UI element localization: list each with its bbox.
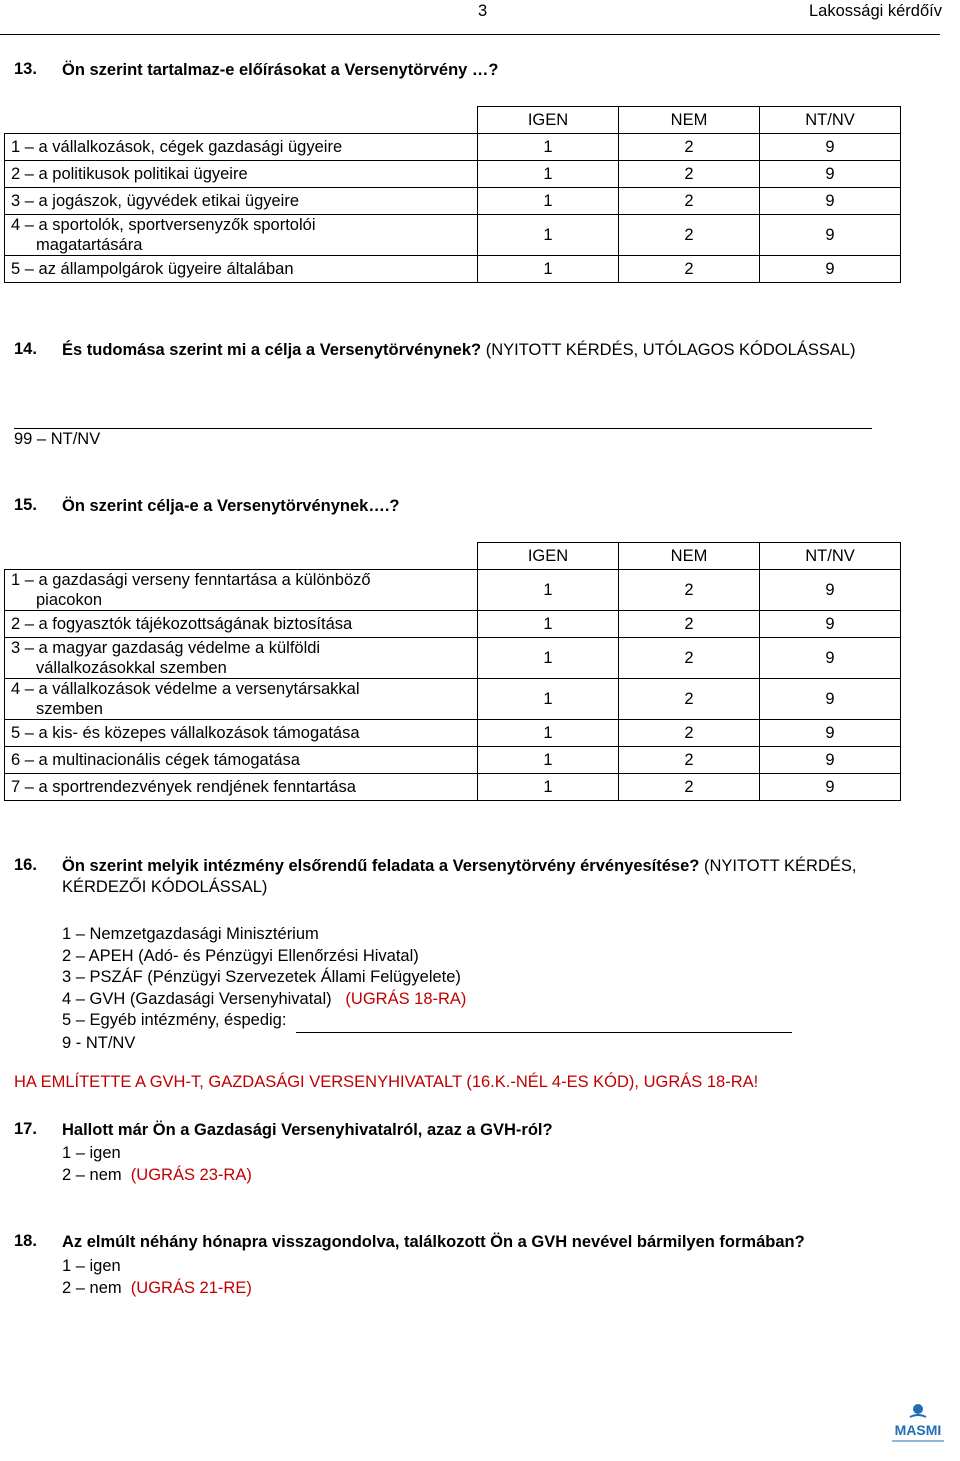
answer-code[interactable]: 1: [478, 720, 619, 747]
row-label: 3 – a jogászok, ügyvédek etikai ügyeire: [5, 188, 478, 215]
question-text: És tudomása szerint mi a célja a Versenytörvénynek? (NYITOTT KÉRDÉS, UTÓLAGOS KÓDOLÁSSAL): [62, 341, 856, 359]
q13-answer-table: [4, 106, 901, 283]
question-18: [14, 1232, 914, 1253]
option-item[interactable]: 5 – Egyéb intézmény, éspedig:: [62, 1010, 792, 1033]
row-label: 2 – a politikusok politikai ügyeire: [5, 161, 478, 188]
question-text: Ön szerint tartalmaz-e előírásokat a Versenytörvény …?: [62, 61, 499, 79]
column-header-dk: NT/NV: [760, 107, 901, 134]
option-item[interactable]: 2 – nem (UGRÁS 23-RA): [62, 1165, 252, 1184]
row-label: 2 – a fogyasztók tájékozottságának biztosítása: [5, 611, 478, 638]
answer-code[interactable]: 9: [760, 774, 901, 801]
column-header-no: NEM: [619, 543, 760, 570]
document-title: Lakossági kérdőív: [809, 2, 942, 20]
answer-code[interactable]: 2: [619, 747, 760, 774]
answer-code[interactable]: 9: [760, 570, 901, 611]
masmi-logo: [884, 1401, 952, 1449]
option-item[interactable]: 2 – nem (UGRÁS 21-RE): [62, 1278, 252, 1297]
answer-code[interactable]: 1: [478, 256, 619, 283]
skip-instruction: (UGRÁS 21-RE): [130, 1278, 252, 1297]
skip-instruction: (UGRÁS 23-RA): [130, 1165, 252, 1184]
answer-code[interactable]: 2: [619, 256, 760, 283]
table-header-row: [5, 543, 901, 570]
table-header-row: [5, 107, 901, 134]
row-label: 3 – a magyar gazdaság védelme a külföldi vállalkozásokkal szemben: [5, 638, 478, 679]
answer-code[interactable]: 2: [619, 774, 760, 801]
question-number: 14.: [14, 340, 37, 358]
answer-code[interactable]: 9: [760, 679, 901, 720]
answer-code[interactable]: 9: [760, 611, 901, 638]
answer-code[interactable]: 1: [478, 570, 619, 611]
open-answer-line[interactable]: [14, 428, 872, 429]
skip-instruction: (UGRÁS 18-RA): [345, 989, 467, 1008]
answer-code[interactable]: 2: [619, 188, 760, 215]
table-row: [5, 188, 901, 215]
question-text: Ön szerint célja-e a Versenytörvénynek….?: [62, 497, 400, 515]
row-label: 1 – a vállalkozások, cégek gazdasági ügyeire: [5, 134, 478, 161]
header-divider: [0, 34, 940, 35]
answer-code-dk: 99 – NT/NV: [14, 430, 101, 448]
question-text: Hallott már Ön a Gazdasági Versenyhivatalról, azaz a GVH-ról?: [62, 1121, 553, 1139]
table-row: [5, 679, 901, 720]
column-header-no: NEM: [619, 107, 760, 134]
answer-code[interactable]: 9: [760, 215, 901, 256]
answer-code[interactable]: 9: [760, 747, 901, 774]
question-17: [14, 1120, 914, 1141]
row-label: 4 – a vállalkozások védelme a versenytársakkal szemben: [5, 679, 478, 720]
answer-code[interactable]: 9: [760, 134, 901, 161]
row-label: 6 – a multinacionális cégek támogatása: [5, 747, 478, 774]
table-row: [5, 161, 901, 188]
table-row: [5, 747, 901, 774]
option-item[interactable]: 1 – igen: [62, 1257, 121, 1275]
question-15: [14, 496, 914, 517]
option-item[interactable]: 3 – PSZÁF (Pénzügyi Szervezetek Állami Felügyelete): [62, 968, 461, 986]
answer-code[interactable]: 2: [619, 134, 760, 161]
answer-code[interactable]: 2: [619, 570, 760, 611]
answer-code[interactable]: 9: [760, 256, 901, 283]
answer-code[interactable]: 9: [760, 720, 901, 747]
answer-code[interactable]: 9: [760, 161, 901, 188]
option-item[interactable]: 2 – APEH (Adó- és Pénzügyi Ellenőrzési Hivatal): [62, 946, 419, 965]
option-item[interactable]: 4 – GVH (Gazdasági Versenyhivatal) (UGRÁS 18-RA): [62, 989, 467, 1008]
answer-code[interactable]: 1: [478, 747, 619, 774]
answer-code[interactable]: 1: [478, 679, 619, 720]
q16-options: [62, 924, 792, 1054]
question-number: 18.: [14, 1232, 37, 1250]
answer-code[interactable]: 2: [619, 720, 760, 747]
other-specify-line[interactable]: [296, 1010, 792, 1033]
answer-code[interactable]: 1: [478, 215, 619, 256]
table-row: [5, 638, 901, 679]
answer-code[interactable]: 2: [619, 638, 760, 679]
row-label: 1 – a gazdasági verseny fenntartása a különböző piacokon: [5, 570, 478, 611]
option-item[interactable]: 1 – Nemzetgazdasági Minisztérium: [62, 925, 319, 943]
table-row: [5, 570, 901, 611]
option-item[interactable]: 1 – igen: [62, 1144, 121, 1162]
question-text: Az elmúlt néhány hónapra visszagondolva, találkozott Ön a GVH nevével bármilyen formában?: [62, 1233, 805, 1251]
answer-code[interactable]: 1: [478, 638, 619, 679]
question-text: Ön szerint melyik intézmény elsőrendű feladata a Versenytörvény érvényesítése? (NYITOTT KÉRDÉS, KÉRDEZŐI KÓDOLÁSSAL): [62, 857, 857, 896]
question-number: 16.: [14, 856, 37, 874]
question-number: 13.: [14, 60, 37, 78]
page-number: 3: [478, 2, 488, 20]
table-row: [5, 134, 901, 161]
answer-code[interactable]: 9: [760, 638, 901, 679]
table-row: [5, 774, 901, 801]
table-row: [5, 611, 901, 638]
answer-code[interactable]: 2: [619, 679, 760, 720]
q15-answer-table: [4, 542, 901, 801]
interviewer-instruction: HA EMLÍTETTE A GVH-T, GAZDASÁGI VERSENYHIVATALT (16.K.-NÉL 4-ES KÓD), UGRÁS 18-RA!: [14, 1073, 759, 1091]
row-label: 4 – a sportolók, sportversenyzők sportolói magatartására: [5, 215, 478, 256]
option-item[interactable]: 9 - NT/NV: [62, 1033, 136, 1052]
question-number: 17.: [14, 1120, 37, 1138]
answer-code[interactable]: 1: [478, 611, 619, 638]
table-row: [5, 256, 901, 283]
answer-code[interactable]: 9: [760, 188, 901, 215]
question-13: [14, 60, 914, 81]
column-header-yes: IGEN: [478, 543, 619, 570]
answer-code[interactable]: 2: [619, 215, 760, 256]
answer-code[interactable]: 1: [478, 774, 619, 801]
q18-options: [62, 1256, 252, 1299]
column-header-yes: IGEN: [478, 107, 619, 134]
question-number: 15.: [14, 496, 37, 514]
answer-code[interactable]: 2: [619, 161, 760, 188]
question-16: [14, 856, 914, 898]
column-header-dk: NT/NV: [760, 543, 901, 570]
answer-code[interactable]: 1: [478, 161, 619, 188]
answer-code[interactable]: 1: [478, 188, 619, 215]
svg-text:MASMI: MASMI: [894, 1422, 942, 1438]
row-label: 5 – az állampolgárok ügyeire általában: [5, 256, 478, 283]
answer-code[interactable]: 1: [478, 134, 619, 161]
question-14: [14, 340, 914, 361]
table-row: [5, 215, 901, 256]
row-label: 7 – a sportrendezvények rendjének fenntartása: [5, 774, 478, 801]
answer-code[interactable]: 2: [619, 611, 760, 638]
row-label: 5 – a kis- és közepes vállalkozások támogatása: [5, 720, 478, 747]
table-row: [5, 720, 901, 747]
q17-options: [62, 1143, 252, 1186]
